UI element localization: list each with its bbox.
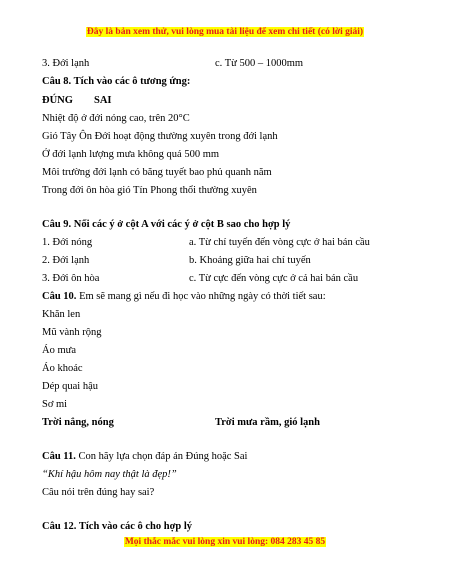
- q9-col-a: 3. Đới ôn hòa: [42, 273, 100, 284]
- q11-label: Câu 11.: [42, 451, 76, 462]
- q8-header-row: [42, 94, 112, 107]
- q8-col-false: SAI: [94, 95, 112, 106]
- q10-item: Mũ vành rộng: [42, 327, 102, 338]
- q7-right-item: c. Từ 500 – 1000mm: [215, 58, 304, 69]
- preview-notice-banner: [0, 26, 450, 38]
- q10-col-sunny: Trời nắng, nóng: [42, 417, 114, 428]
- q10-columns: [42, 416, 320, 429]
- q11-quote: “Khí hậu hôm nay thật là đẹp!”: [42, 469, 177, 480]
- q10-item: Khăn len: [42, 309, 81, 320]
- q10-item: Áo khoác: [42, 363, 83, 374]
- q8-item: Trong đới ôn hòa gió Tín Phong thổi thường xuyên: [42, 185, 257, 196]
- q12-title: Câu 12. Tích vào các ô cho hợp lý: [42, 521, 193, 532]
- q8-item: Môi trường đới lạnh có băng tuyết bao phủ quanh năm: [42, 167, 272, 178]
- q9-col-a: 1. Đới nóng: [42, 237, 93, 248]
- q9-row: [42, 236, 370, 249]
- q8-title: Câu 8. Tích vào các ô tương ứng:: [42, 76, 191, 87]
- q11-question: Câu nói trên đúng hay sai?: [42, 487, 155, 498]
- q8-item: Ở đới lạnh lượng mưa không quá 500 mm: [42, 149, 220, 160]
- q11-prompt: [42, 450, 247, 463]
- q9-col-b: c. Từ cực đến vòng cực ở cả hai bán cầu: [189, 273, 359, 284]
- q9-row: [42, 272, 359, 285]
- q10-prompt: [42, 290, 326, 303]
- q8-item: Gió Tây Ôn Đới hoạt động thường xuyên trong đới lạnh: [42, 131, 278, 142]
- q9-col-b: a. Từ chí tuyến đến vòng cực ở hai bán cầu: [189, 237, 370, 248]
- q9-col-a: 2. Đới lạnh: [42, 255, 90, 266]
- q10-col-rain: Trời mưa rầm, gió lạnh: [215, 417, 320, 428]
- contact-text: Mọi thắc mắc vui lòng xin vui lòng: 084 283 45 85: [124, 537, 326, 547]
- q9-title: Câu 9. Nối các ý ở cột A với các ý ở cột B sao cho hợp lý: [42, 219, 291, 230]
- q10-item: Sơ mi: [42, 399, 68, 410]
- q11-text: Con hãy lựa chọn đáp án Đúng hoặc Sai: [75, 451, 248, 462]
- q9-col-b: b. Khoảng giữa hai chí tuyến: [189, 255, 311, 266]
- q9-row: [42, 254, 311, 267]
- q10-text: Em sẽ mang gì nếu đi học vào những ngày có thời tiết sau:: [76, 291, 326, 302]
- q8-col-true: ĐÚNG: [42, 95, 73, 106]
- q8-item: Nhiệt độ ở đới nóng cao, trên 20°C: [42, 113, 190, 124]
- q7-left-item: 3. Đới lạnh: [42, 58, 90, 69]
- q7-last-row: [42, 57, 304, 70]
- contact-banner: [0, 536, 450, 548]
- q10-label: Câu 10.: [42, 291, 77, 302]
- q10-item: Áo mưa: [42, 345, 76, 356]
- preview-notice-text: Đây là bản xem thử, vui lòng mua tài liệu để xem chi tiết (có lời giải): [86, 27, 364, 37]
- q10-item: Dép quai hậu: [42, 381, 98, 392]
